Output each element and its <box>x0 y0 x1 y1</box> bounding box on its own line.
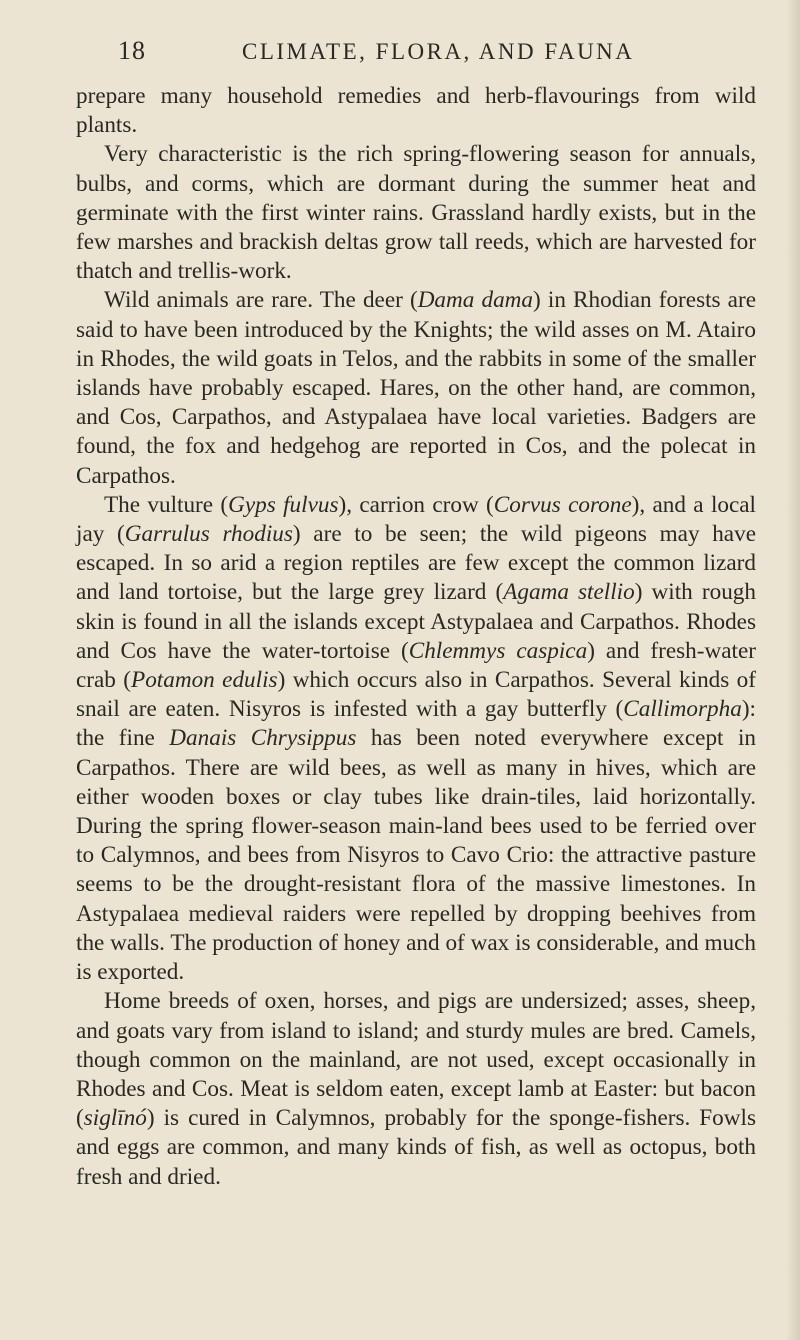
text-run: ) and fresh-water crab ( <box>76 637 756 694</box>
page-number: 18 <box>118 36 146 65</box>
text-run: ) with rough skin is found in all the islands except Astypalaea and Carpathos. Rhodes and Cos have the water-tortoise ( <box>76 579 756 664</box>
italic-term: Gyps fulvus <box>228 491 339 518</box>
paragraph <box>76 140 756 286</box>
text-run: ): the fine <box>76 696 756 752</box>
italic-term: Corvus corone <box>493 491 632 518</box>
page-edge-shadow <box>786 0 800 1340</box>
italic-term: Agama stellio <box>503 579 635 606</box>
italic-term: siglīnó <box>83 1105 147 1132</box>
italic-term: Garrulus rhodius <box>124 521 293 548</box>
text-run: ) which occurs also in Carpathos. Several kinds of snail are eaten. Nisyros is infested with a gay butterfly ( <box>76 667 756 723</box>
text-run: prepare many household remedies and herb-flavourings from wild plants. <box>76 83 756 139</box>
running-head: CLIMATE, FLORA, AND FAUNA <box>242 39 635 64</box>
text-run: Wild animals are rare. The deer ( <box>104 287 418 314</box>
italic-term: Potamon edulis <box>131 667 278 694</box>
italic-term: Chlemmys caspica <box>408 637 588 664</box>
text-run: ), carrion crow ( <box>338 491 494 518</box>
page-header <box>76 36 756 76</box>
paragraph <box>76 987 756 1191</box>
text-run: ) are to be seen; the wild pigeons may have escaped. In so arid a region reptiles are few except the common lizard and land tortoise, but the large grey lizard ( <box>76 521 756 606</box>
text-run: The vulture ( <box>104 491 229 518</box>
italic-term: Callimorpha <box>623 696 742 723</box>
italic-term: Dama dama <box>417 287 534 314</box>
text-run: ), and a local jay ( <box>76 491 756 548</box>
text-run: ) in Rhodian forests are said to have been introduced by the Knights; the wild asses on M. Atairo in Rhodes, the wild goats in Telos, and the rabbits in some of the smaller islands have probably escaped. Hares, on the other hand, are common, and Cos, Carpathos, and Astypalaea have local varieties. Badgers are found, the fox and hedgehog are reported in Cos, and the polecat in Carpathos. <box>76 287 756 489</box>
text-run: has been noted everywhere except in Carpathos. There are wild bees, as well as many in hives, which are either wooden boxes or clay tubes like drain-tiles, laid horizontally. During the spring flower-season main-land bees used to be ferried over to Calymnos, and bees from Nisyros to Cavo Crio: the attractive pasture seems to be the drought-resistant flora of the massive limestones. In Astypalaea medieval raiders were repelled by dropping beehives from the walls. The production of honey and of wax is considerable, and much is exported. <box>76 725 756 986</box>
text-run: Home breeds of oxen, horses, and pigs are undersized; asses, sheep, and goats vary from island to island; and sturdy mules are bred. Camels, though common on the mainland, are not used, except occasionally in Rhodes and Cos. Meat is seldom eaten, except lamb at Easter: but bacon ( <box>76 988 756 1132</box>
paragraph <box>76 82 756 140</box>
text-run: ) is cured in Calymnos, probably for the sponge-fishers. Fowls and eggs are common, and many kinds of fish, as well as octopus, both fresh and dried. <box>76 1105 756 1190</box>
text-run: Very characteristic is the rich spring-flowering season for annuals, bulbs, and corms, which are dormant during the summer heat and germinate with the first winter rains. Grassland hardly exists, but in the few marshes and brackish deltas grow tall reeds, which are harvested for thatch and trellis-work. <box>76 141 756 285</box>
italic-term: Danais Chrysippus <box>169 725 357 752</box>
body-text <box>76 82 756 1192</box>
paragraph <box>76 491 756 987</box>
paragraph <box>76 286 756 490</box>
